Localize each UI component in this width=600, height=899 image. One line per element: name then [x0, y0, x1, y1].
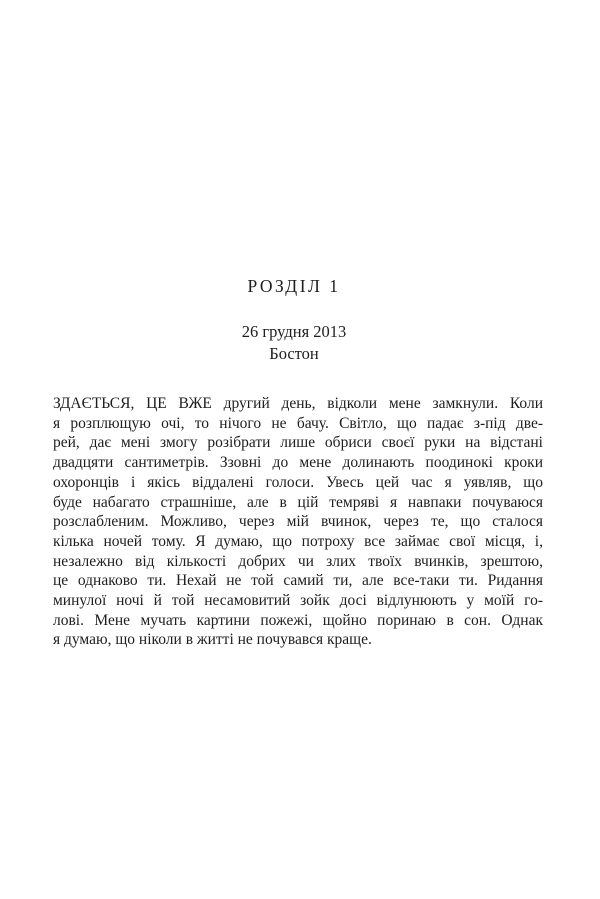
chapter-paragraph	[53, 394, 543, 650]
body-line: охоронців і якісь віддалені голоси. Увесь цей час я уявляв, що	[53, 473, 543, 491]
chapter-location: Бостон	[269, 344, 319, 363]
body-line: двадцяти сантиметрів. Ззовні до мене долинають поодинокі кроки	[53, 454, 543, 472]
body-line: минулої ночі й той несамовитий зойк досі відлунюють у моїй го-	[53, 592, 543, 610]
body-line: буде набагато страшніше, але в цій темряві я навпаки почуваюся	[53, 493, 543, 511]
body-line: я розплющую очі, то нічого не бачу. Світло, що падає з-під две-	[53, 414, 543, 432]
body-line: лові. Мене мучать картини пожежі, щойно поринаю в сон. Однак	[53, 611, 543, 629]
body-line: я думаю, що ніколи в житті не почувався краще.	[53, 631, 372, 649]
body-line: розслабленим. Можливо, через мій вчинок, через те, що сталося	[53, 513, 543, 531]
chapter-heading: РОЗДІЛ 1	[247, 276, 341, 296]
chapter-date: 26 грудня 2013	[241, 322, 347, 341]
body-line: незалежно від кількості добрих чи злих твоїх вчинків, зрештою,	[53, 552, 543, 570]
body-line: це однаково ти. Нехай не той самий ти, але все-таки ти. Ридання	[53, 572, 543, 590]
body-line: кілька ночей тому. Я думаю, що потроху все займає свої місця, і,	[53, 532, 543, 550]
body-line: рей, дає мені змогу розібрати лише обриси своєї руки на відстані	[53, 434, 543, 452]
body-line: ЗДАЄТЬСЯ, ЦЕ ВЖЕ другий день, відколи мене замкнули. Коли	[53, 395, 543, 412]
